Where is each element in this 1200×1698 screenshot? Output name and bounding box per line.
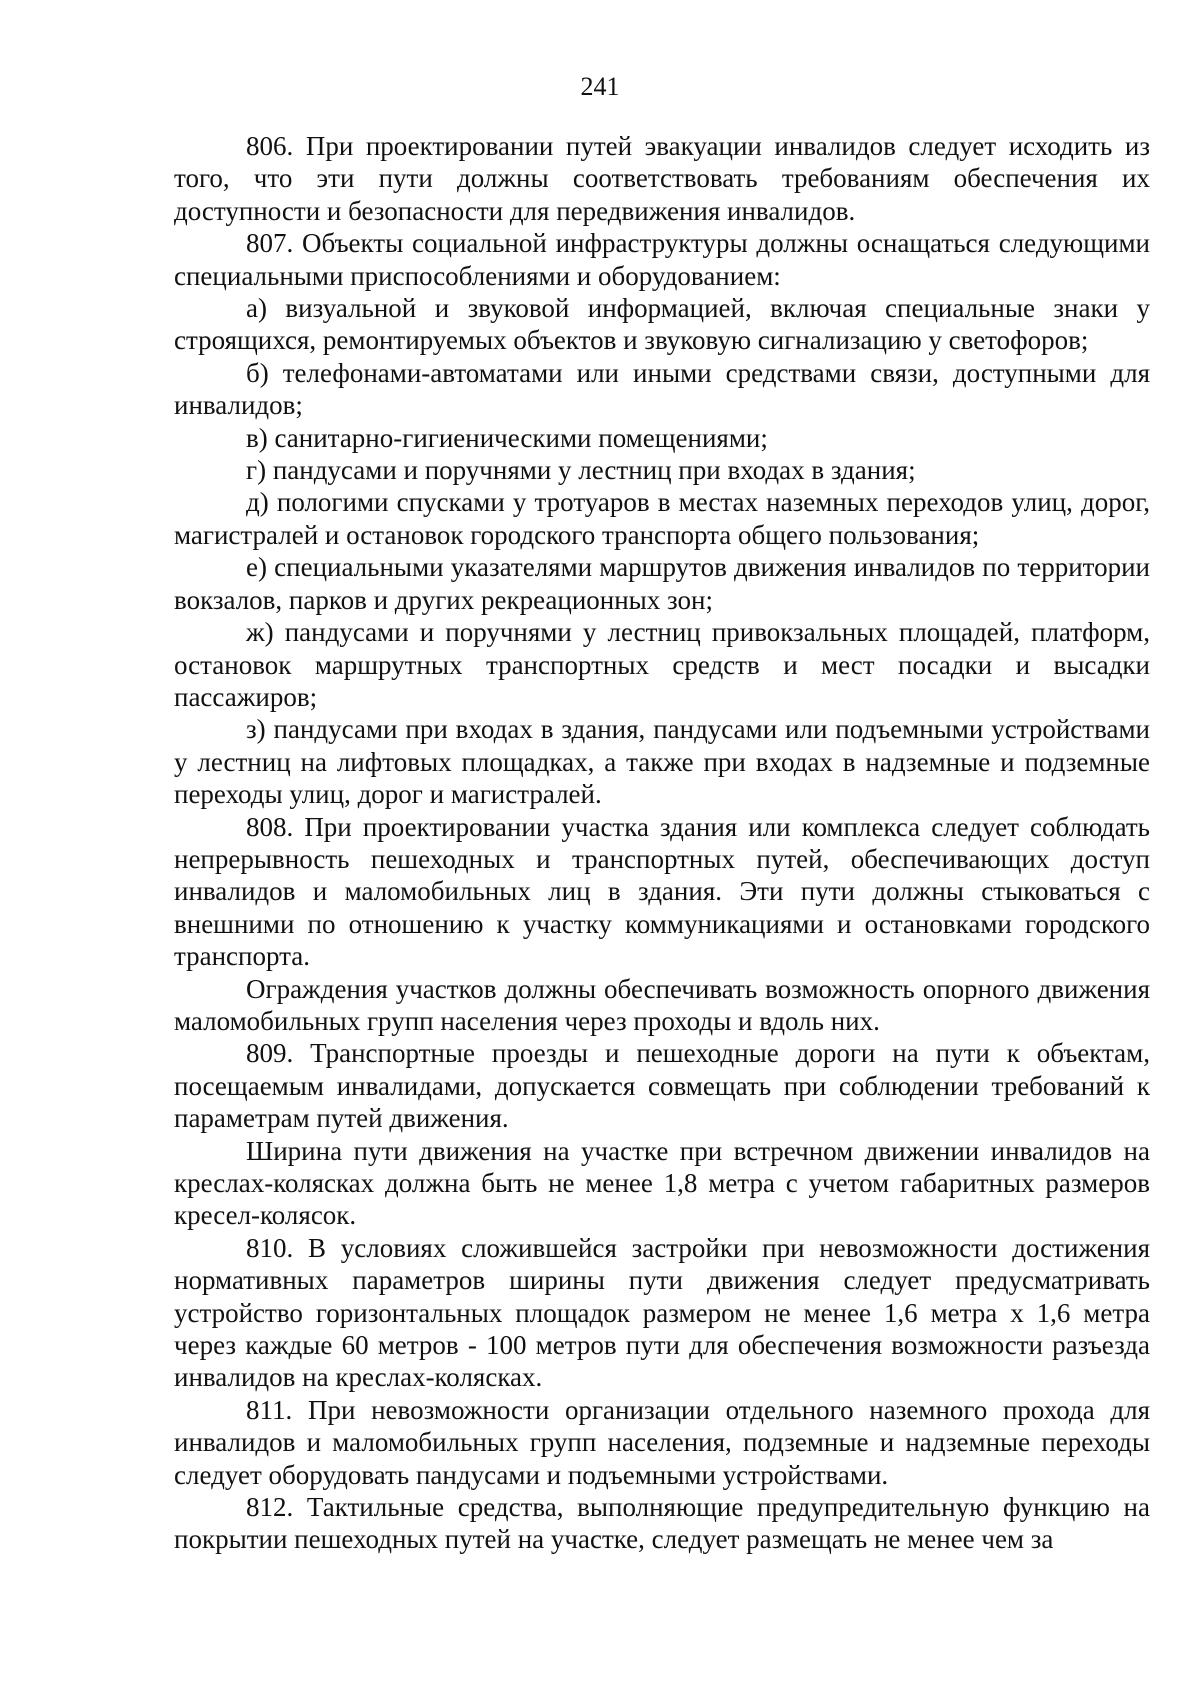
paragraph-808-fencing: Ограждения участков должны обеспечивать возможность опорного движения маломобильных групп населения через проходы и вдоль них.: [174, 973, 1150, 1036]
paragraph-808: 808. При проектировании участка здания или комплекса следует соблюдать непрерывность пешеходных и транспортных путей, обеспечивающих доступ инвалидов и маломобильных лиц в здания. Эти пути должны стыковаться с внешними по отношению к участку коммуникациями и остановками городского транспорта.: [174, 811, 1150, 972]
paragraph-810: 810. В условиях сложившейся застройки при невозможности достижения нормативных параметров ширины пути движения следует предусматривать устройство горизонтальных площадок размером не менее 1,6 метра х 1,6 метра через каждые 60 метров - 100 метров пути для обеспечения возможности разъезда инвалидов на креслах-колясках.: [174, 1232, 1150, 1393]
document-body: [174, 130, 1150, 1556]
page-number: 241: [580, 72, 620, 101]
list-item-g: г) пандусами и поручнями у лестниц при входах в здания;: [246, 455, 916, 486]
list-item-e: е) специальными указателями маршрутов движения инвалидов по территории вокзалов, парков и других рекреационных зон;: [174, 552, 1150, 615]
list-item-v: в) санитарно-гигиеническими помещениями;: [246, 422, 768, 453]
list-item-a: а) визуальной и звуковой информацией, включая специальные знаки у строящихся, ремонтируемых объектов и звуковую сигнализацию у светофоров;: [174, 293, 1150, 356]
list-item-d: д) пологими спусками у тротуаров в местах наземных переходов улиц, дорог, магистралей и остановок городского транспорта общего пользования;: [174, 487, 1150, 550]
list-item-z: з) пандусами при входах в здания, пандусами или подъемными устройствами у лестниц на лифтовых площадках, а также при входах в надземные и подземные переходы улиц, дорог и магистралей.: [174, 714, 1150, 810]
paragraph-809: 809. Транспортные проезды и пешеходные дороги на пути к объектам, посещаемым инвалидами, допускается совмещать при соблюдении требований к параметрам путей движения.: [174, 1038, 1150, 1134]
paragraph-812: 812. Тактильные средства, выполняющие предупредительную функцию на покрытии пешеходных путей на участке, следует размещать не менее чем за: [174, 1492, 1150, 1555]
list-item-b: б) телефонами-автоматами или иными средствами связи, доступными для инвалидов;: [174, 357, 1150, 421]
paragraph-806: 806. При проектировании путей эвакуации инвалидов следует исходить из того, что эти пути должны соответствовать требованиям обеспечения их доступности и безопасности для передвижения инвалидов.: [174, 131, 1150, 226]
paragraph-807: 807. Объекты социальной инфраструктуры должны оснащаться следующими специальными приспособлениями и оборудованием:: [174, 228, 1150, 291]
list-item-zh: ж) пандусами и поручнями у лестниц привокзальных площадей, платформ, остановок маршрутных транспортных средств и мест посадки и высадки пассажиров;: [174, 617, 1150, 712]
paragraph-809-width: Ширина пути движения на участке при встречном движении инвалидов на креслах-колясках должна быть не менее 1,8 метра с учетом габаритных размеров кресел-колясок.: [174, 1135, 1150, 1231]
paragraph-811: 811. При невозможности организации отдельного наземного прохода для инвалидов и маломобильных групп населения, подземные и надземные переходы следует оборудовать пандусами и подъемными устройствами.: [174, 1394, 1150, 1490]
